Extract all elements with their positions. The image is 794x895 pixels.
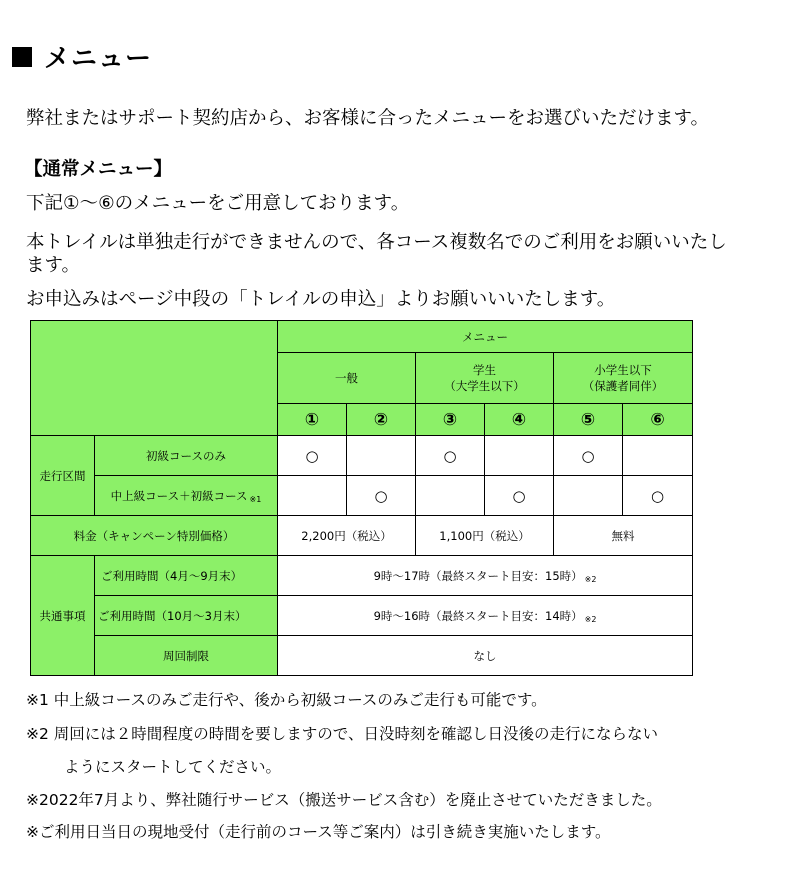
availability-mark: ○ xyxy=(554,436,623,476)
footnote-ref: ※1 xyxy=(249,494,262,504)
menu-number: ⑥ xyxy=(623,404,693,436)
footnote: ※2 周回には２時間程度の時間を要しますので、日没時刻を確認し日没後の走行にならない xyxy=(26,725,658,743)
common-label: ご利用時間（10月～3月末） xyxy=(95,596,278,636)
route-label: 初級コースのみ xyxy=(95,436,278,476)
menu-number: ② xyxy=(347,404,416,436)
menu-table xyxy=(30,320,693,676)
common-label: 周回制限 xyxy=(95,636,278,676)
section-heading xyxy=(12,38,152,75)
common-value: なし xyxy=(278,636,693,676)
footnote: ようにスタートしてください。 xyxy=(64,758,282,776)
intro-text: 弊社またはサポート契約店から、お客様に合ったメニューをお選びいただけます。 xyxy=(26,108,710,129)
price-label: 料金（キャンペーン特別価格） xyxy=(31,516,278,556)
availability-mark: ○ xyxy=(623,476,693,516)
availability-mark: ○ xyxy=(485,476,554,516)
section-title: メニュー xyxy=(44,44,153,74)
menu-header: メニュー xyxy=(278,321,693,353)
availability-mark xyxy=(554,476,623,516)
common-section-label: 共通事項 xyxy=(31,556,95,676)
price-student: 1,100円（税込） xyxy=(416,516,554,556)
price-child: 無料 xyxy=(554,516,693,556)
route-label: 中上級コース＋初級コース $^{※1}$ xyxy=(95,476,278,516)
availability-mark xyxy=(485,436,554,476)
menu-number: ① xyxy=(278,404,347,436)
common-label: ご利用時間（4月～9月末） xyxy=(95,556,278,596)
menu-description-line: 本トレイルは単独走行ができませんので、各コース複数名でのご利用をお願いいたし xyxy=(26,232,727,253)
menu-number: ⑤ xyxy=(554,404,623,436)
group-general: 一般 xyxy=(278,353,416,404)
availability-mark: ○ xyxy=(416,436,485,476)
menu-number: ③ xyxy=(416,404,485,436)
availability-mark: ○ xyxy=(347,476,416,516)
availability-mark xyxy=(416,476,485,516)
footnote: ※1 中上級コースのみご走行や、後から初級コースのみご走行も可能です。 xyxy=(26,691,547,709)
footnote: ※ご利用日当日の現地受付（走行前のコース等ご案内）は引き続き実施いたします。 xyxy=(26,823,611,841)
group-child: 小学生以下 （保護者同伴） xyxy=(554,353,693,404)
availability-mark xyxy=(623,436,693,476)
footnote: ※2022年7月より、弊社随行サービス（搬送サービス含む）を廃止させていただきました。 xyxy=(26,791,662,809)
black-square-icon xyxy=(12,47,32,67)
normal-menu-heading: 【通常メニュー】 xyxy=(24,159,173,180)
common-value: 9時～16時（最終スタート目安：14時） $^{※2}$ xyxy=(278,596,693,636)
availability-mark xyxy=(347,436,416,476)
menu-description-line: ます。 xyxy=(26,255,81,276)
header-corner xyxy=(31,321,278,436)
availability-mark xyxy=(278,476,347,516)
common-value: 9時～17時（最終スタート目安：15時） $^{※2}$ xyxy=(278,556,693,596)
menu-description-line: 下記①～⑥のメニューをご用意しております。 xyxy=(26,193,410,214)
footnote-ref: ※2 xyxy=(584,614,597,624)
footnote-ref: ※2 xyxy=(584,574,597,584)
menu-description-line: お申込みはページ中段の「トレイルの申込」よりお願いいいたします。 xyxy=(26,289,616,310)
group-student: 学生 （大学生以下） xyxy=(416,353,554,404)
availability-mark: ○ xyxy=(278,436,347,476)
menu-number: ④ xyxy=(485,404,554,436)
price-general: 2,200円（税込） xyxy=(278,516,416,556)
route-section-label: 走行区間 xyxy=(31,436,95,516)
